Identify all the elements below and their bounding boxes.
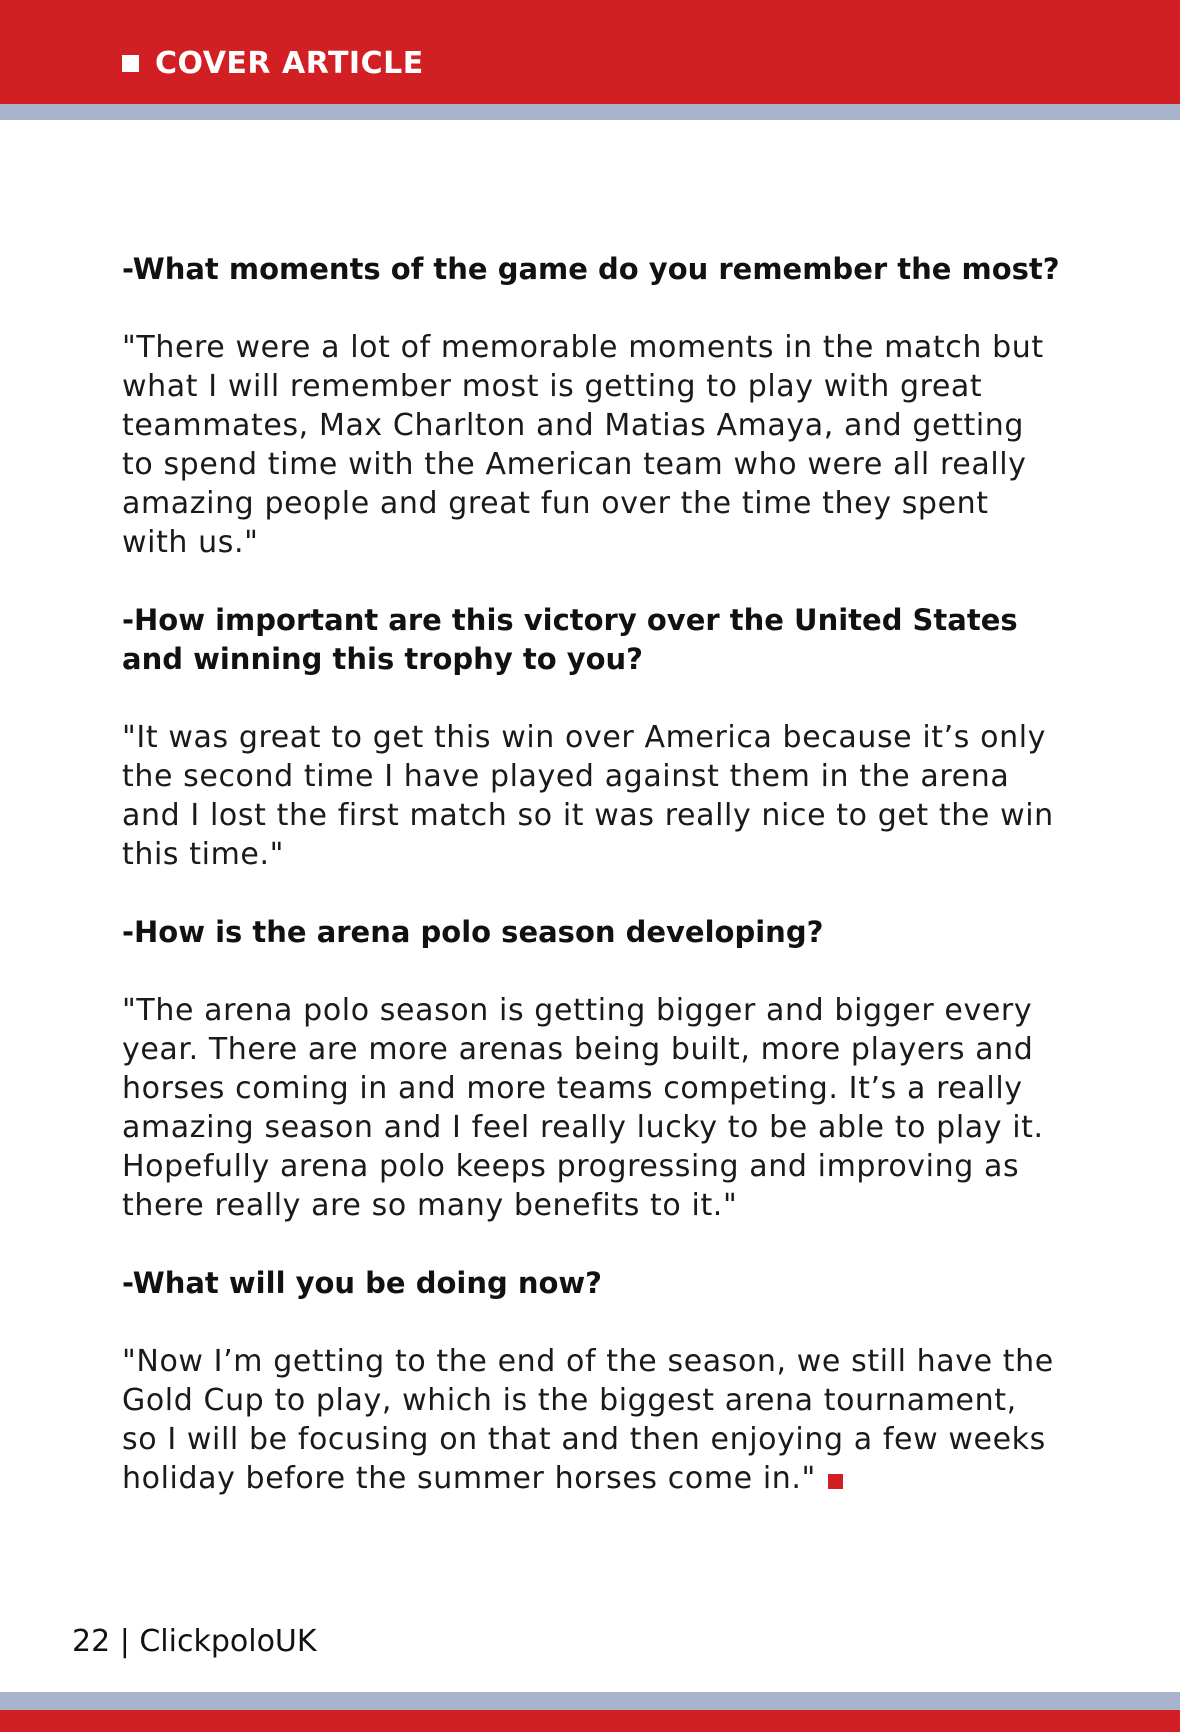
answer-1: "There were a lot of memorable moments in the match but what I will remember most is getting to play with great teammates, Max Charlton and Matias Amaya, and getting to spend time with the American team who were all really amazing people and great fun over the time they spent with us." (122, 330, 1044, 560)
question-1: -What moments of the game do you remember the most? (122, 252, 1060, 286)
page-footer-label: 22 | ClickpoloUK (72, 1624, 317, 1659)
footer-stripe (0, 1692, 1180, 1710)
section-label (122, 46, 424, 81)
footer-bar (0, 1710, 1180, 1732)
question-4: -What will you be doing now? (122, 1266, 603, 1300)
qa-block (122, 1264, 1062, 1498)
question-2: -How important are this victory over the United States and winning this trophy to you? (122, 603, 1018, 676)
qa-block (122, 250, 1062, 562)
section-label-text: COVER ARTICLE (155, 46, 424, 81)
qa-block (122, 913, 1062, 1225)
qa-block (122, 601, 1062, 874)
answer-3: "The arena polo season is getting bigger and bigger every year. There are more arenas being built, more players and horses coming in and more teams competing. It’s a really amazing season and I feel really lucky to be able to play it. Hopefully arena polo keeps progressing and improving as there really are so many benefits to it." (122, 993, 1044, 1223)
header-stripe (0, 104, 1180, 120)
article-body (122, 250, 1062, 1537)
question-3: -How is the arena polo season developing? (122, 915, 824, 949)
answer-2: "It was great to get this win over America because it’s only the second time I have played against them in the arena and I lost the first match so it was really nice to get the win this time." (122, 720, 1054, 872)
answer-4 (122, 1342, 1062, 1498)
section-square-icon (122, 55, 139, 72)
end-of-article-icon (828, 1474, 843, 1489)
answer-4-text: "Now I’m getting to the end of the season, we still have the Gold Cup to play, which is the biggest arena tournament, so I will be focusing on that and then enjoying a few weeks holiday before the summer horses come in." (122, 1344, 1054, 1496)
